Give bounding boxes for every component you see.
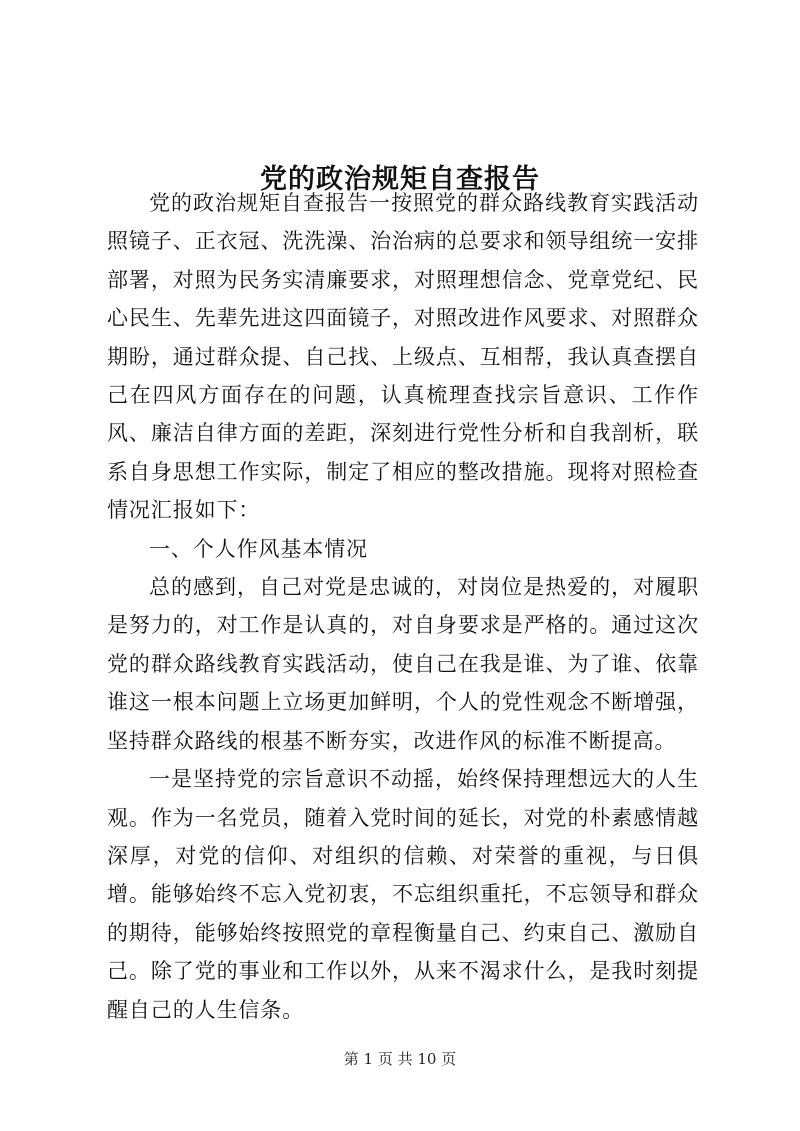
paragraph-point-one: 一是坚持党的宗旨意识不动摇，始终保持理想远大的人生观。作为一名党员，随着入党时间的延长，对党的朴素感情越深厚，对党的信仰、对组织的信赖、对荣誉的重视，与日俱增。能够始终不忘入党初衷，不忘组织重托，不忘领导和群众的期待，能够始终按照党的章程衡量自己、约束自己、激励自己。除了党的事业和工作以外，从来不渴求什么，是我时刻提醒自己的人生信条。 [107,767,699,1022]
page-footer: 第 1 页 共 10 页 [343,1050,457,1068]
document-title: 党的政治规矩自查报告 [260,164,540,196]
section-heading: 一、个人作风基本情况 [149,536,368,561]
paragraph-intro: 党的政治规矩自查报告一按照党的群众路线教育实践活动照镜子、正衣冠、洗洗澡、治治病的总要求和领导组统一安排部署，对照为民务实清廉要求，对照理想信念、党章党纪、民心民生、先辈先进这四面镜子，对照改进作风要求、对照群众期盼，通过群众提、自己找、上级点、互相帮，我认真查摆自己在四风方面存在的问题，认真梳理查找宗旨意识、工作作风、廉洁自律方面的差距，深刻进行党性分析和自我剖析，联系自身思想工作实际，制定了相应的整改措施。现将对照检查情况汇报如下： [107,191,699,523]
paragraph-overview: 总的感到，自己对党是忠诚的，对岗位是热爱的，对履职是努力的，对工作是认真的，对自身要求是严格的。通过这次党的群众路线教育实践活动，使自己在我是谁、为了谁、依靠谁这一根本问题上立场更加鲜明，个人的党性观念不断增强，坚持群众路线的根基不断夯实，改进作风的标准不断提高。 [107,575,699,753]
document-body [107,184,699,1029]
